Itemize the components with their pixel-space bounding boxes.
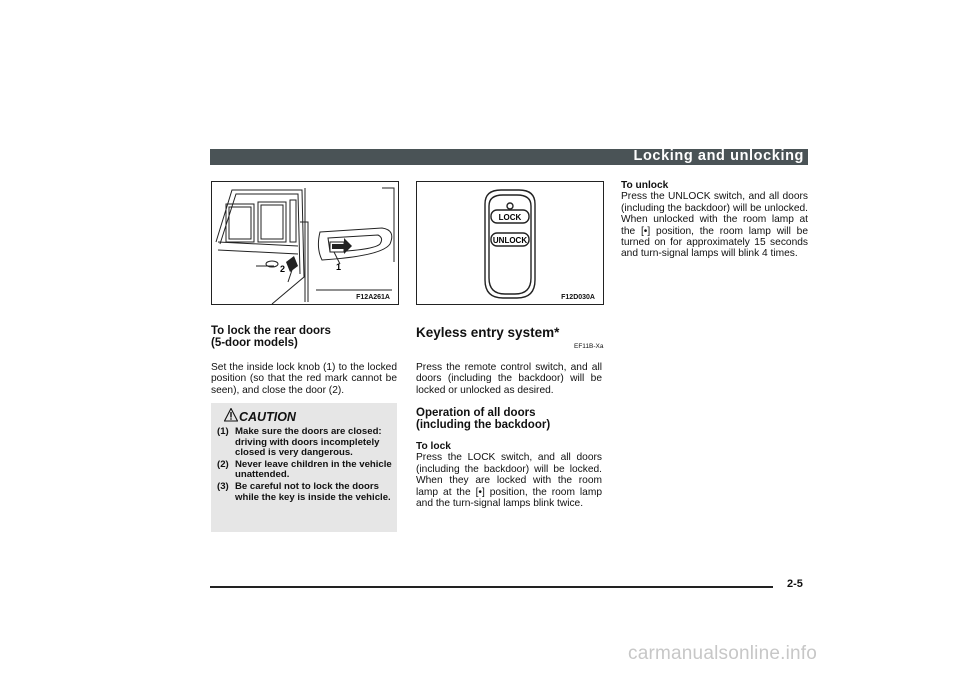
unlock-body: Press the UNLOCK switch, and all doors (including the backdoor) will be unlocked. When unlocked with the room lamp at the [•] position, the room lamp will be turned on for approximately 15 seconds and turn-signal lamps will blink 4 times. bbox=[621, 191, 808, 260]
operation-heading-line2: (including the backdoor) bbox=[416, 419, 551, 431]
warning-icon bbox=[224, 408, 238, 422]
unlock-button-label: UNLOCK bbox=[492, 236, 528, 245]
unlock-title: To unlock bbox=[621, 180, 669, 191]
callout-1: 1 bbox=[336, 262, 342, 272]
operation-heading-line1: Operation of all doors bbox=[416, 407, 536, 419]
lock-body: Press the LOCK switch, and all doors (including the backdoor) will be locked. When they are locked with the room lamp at the [•] position, the room lamp and the turn-signal lamps blink twice. bbox=[416, 452, 602, 510]
remote-drawing bbox=[417, 182, 603, 304]
door-illustration bbox=[211, 181, 399, 305]
callout-2: 2 bbox=[280, 264, 286, 274]
rear-doors-heading bbox=[211, 325, 397, 349]
caution-item-text: Make sure the doors are closed: driving with doors incompletely closed is very dangerous. bbox=[235, 426, 382, 459]
caution-item-text: Be careful not to lock the doors while the key is inside the vehicle. bbox=[235, 480, 391, 503]
figure-code: F12A261A bbox=[356, 294, 390, 301]
caution-item bbox=[217, 482, 394, 503]
watermark: carmanualsonline.info bbox=[628, 643, 818, 664]
caution-item bbox=[217, 460, 394, 481]
lock-section bbox=[416, 441, 602, 509]
keyless-body: Press the remote control switch, and all doors (including the backdoor) will be locked or unlocked as desired. bbox=[416, 362, 602, 396]
keyless-code: EF11B-Xa bbox=[574, 343, 604, 350]
rear-doors-body: Set the inside lock knob (1) to the locked position (so that the red mark cannot be seen), and close the door (2). bbox=[211, 362, 397, 396]
caution-list bbox=[217, 427, 394, 504]
unlock-section bbox=[621, 180, 808, 260]
operation-heading bbox=[416, 407, 602, 431]
caution-item-text: Never leave children in the vehicle unattended. bbox=[235, 458, 392, 481]
section-header-bar bbox=[210, 149, 808, 165]
caution-title: CAUTION bbox=[239, 410, 296, 424]
keyless-heading: Keyless entry system* bbox=[416, 325, 560, 340]
lock-button-label: LOCK bbox=[498, 213, 522, 222]
caution-item bbox=[217, 427, 394, 459]
footer-rule bbox=[210, 586, 773, 588]
rear-doors-heading-line2: (5-door models) bbox=[211, 337, 298, 349]
rear-doors-heading-line1: To lock the rear doors bbox=[211, 325, 331, 337]
caution-box bbox=[211, 403, 397, 532]
caution-item-number: (2) bbox=[217, 458, 229, 470]
door-drawing bbox=[212, 182, 398, 304]
section-title: Locking and unlocking bbox=[633, 148, 804, 164]
lock-title: To lock bbox=[416, 441, 451, 452]
caution-item-number: (3) bbox=[217, 480, 229, 492]
caution-item-number: (1) bbox=[217, 426, 229, 437]
figure-code: F12D030A bbox=[561, 294, 595, 301]
page-number: 2-5 bbox=[787, 578, 803, 590]
remote-illustration bbox=[416, 181, 604, 305]
